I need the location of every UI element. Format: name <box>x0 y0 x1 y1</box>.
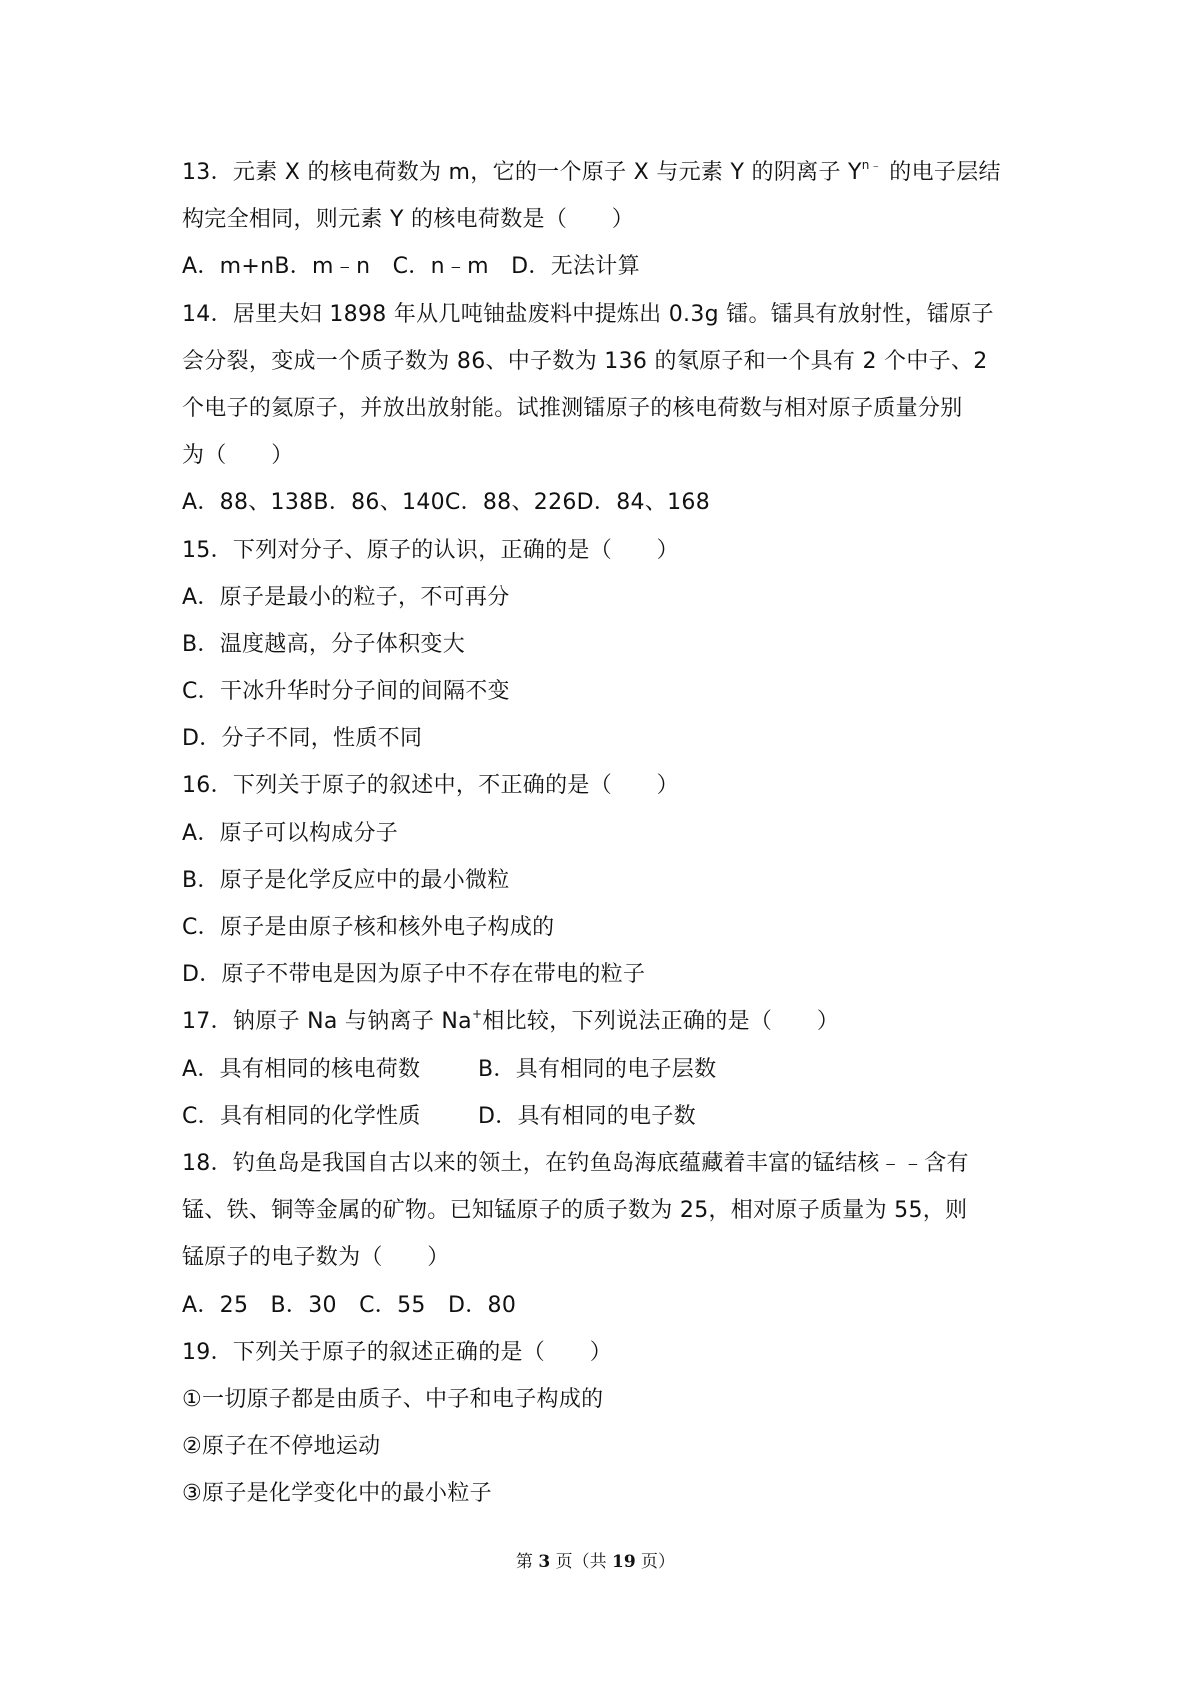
q17-options-row1 <box>182 1046 1022 1093</box>
q13-stem-line1: 13．元素 X 的核电荷数为 m，它的一个原子 X 与元素 Y 的阴离子 $Y^{n﹣}$ 的电子层结 <box>182 157 1001 185</box>
q17-options-row2 <box>182 1093 1022 1140</box>
q19-statement-2: ②原子在不停地运动 <box>182 1434 381 1460</box>
q15-option-b: B．温度越高，分子体积变大 <box>182 631 465 657</box>
q13-options: A．m+nB．m﹣n C．n﹣m D．无法计算 <box>182 254 640 280</box>
q14-stem-line2: 会分裂，变成一个质子数为 86、中子数为 136 的氡原子和一个具有 2 个中子、2 <box>182 348 988 374</box>
q19-statement-3: ③原子是化学变化中的最小粒子 <box>182 1481 492 1507</box>
page-number: 3 <box>538 1552 551 1572</box>
q15-option-a: A．原子是最小的粒子，不可再分 <box>182 584 510 610</box>
superscript-charge: n﹣ <box>861 157 883 172</box>
q16-option-c: C．原子是由原子核和核外电子构成的 <box>182 915 555 940</box>
q17-stem: 17．钠原子 Na 与钠离子 Na+相比较，下列说法正确的是（ ） <box>182 1007 840 1035</box>
q17-option-a: A．具有相同的核电荷数 <box>182 1056 421 1082</box>
q13-stem-line2: 构完全相同，则元素 Y 的核电荷数是（ ） <box>182 207 635 233</box>
q14-stem-line1: 14．居里夫妇 1898 年从几吨铀盐废料中提炼出 0.3g 镭。镭具有放射性，镭原子 <box>182 301 994 327</box>
q17-option-c: C．具有相同的化学性质 <box>182 1103 421 1129</box>
q15-option-d: D．分子不同，性质不同 <box>182 726 423 752</box>
q18-options: A．25 B．30 C．55 D．80 <box>182 1292 517 1318</box>
q18-stem-line2: 锰、铁、铜等金属的矿物。已知锰原子的质子数为 25，相对原子质量为 55，则 <box>182 1198 968 1224</box>
q19-statement-1: ①一切原子都是由质子、中子和电子构成的 <box>182 1386 604 1412</box>
q14-stem-line4: 为（ ） <box>182 443 294 469</box>
q15-stem: 15．下列对分子、原子的认识，正确的是（ ） <box>182 537 679 563</box>
q14-options: A．88、138B．86、140C．88、226D．84、168 <box>182 490 710 516</box>
q18-stem-line3: 锰原子的电子数为（ ） <box>182 1245 450 1271</box>
page-total: 19 <box>611 1552 636 1572</box>
page-footer: 第 3 页（共 19 页） <box>515 1552 676 1572</box>
superscript-charge: + <box>471 1007 483 1022</box>
q16-option-b: B．原子是化学反应中的最小微粒 <box>182 867 510 893</box>
question-list <box>182 149 1022 1517</box>
q16-option-a: A．原子可以构成分子 <box>182 820 399 846</box>
q19-stem: 19．下列关于原子的叙述正确的是（ ） <box>182 1339 612 1365</box>
q16-stem: 16．下列关于原子的叙述中，不正确的是（ ） <box>182 773 679 799</box>
q17-option-d: D．具有相同的电子数 <box>478 1103 696 1129</box>
q18-stem-line1: 18．钓鱼岛是我国自古以来的领土，在钓鱼岛海底蕴藏着丰富的锰结核﹣﹣含有 <box>182 1150 969 1176</box>
q15-option-c: C．干冰升华时分子间的间隔不变 <box>182 679 510 705</box>
q16-option-d: D．原子不带电是因为原子中不存在带电的粒子 <box>182 962 646 988</box>
q14-stem-line3: 个电子的氦原子，并放出放射能。试推测镭原子的核电荷数与相对原子质量分别 <box>182 395 963 421</box>
q17-option-b: B．具有相同的电子层数 <box>478 1056 717 1082</box>
